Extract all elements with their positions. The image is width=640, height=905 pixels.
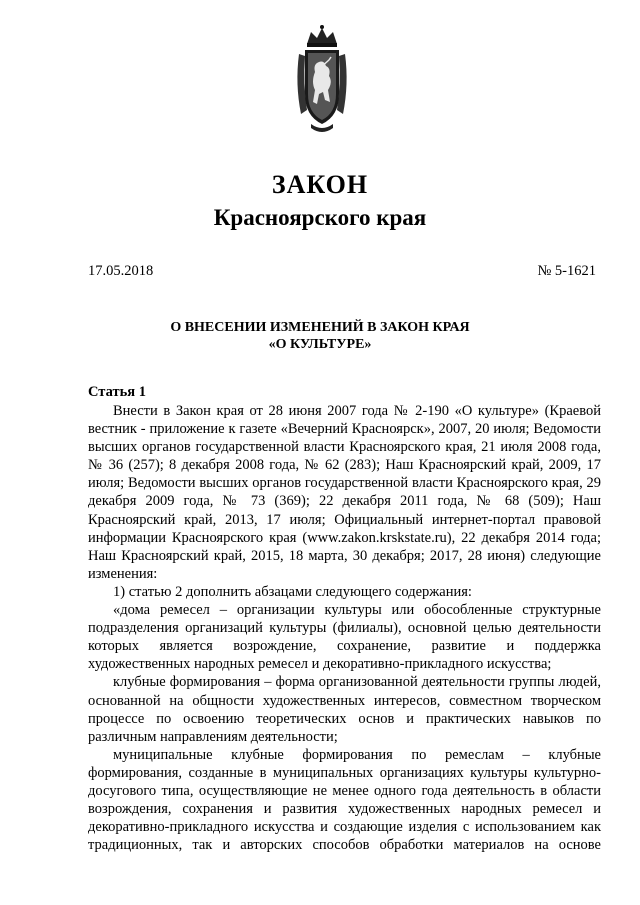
paragraph-item-1: 1) статью 2 дополнить абзацами следующего содержания: <box>113 583 472 600</box>
article-body <box>88 402 601 854</box>
law-subject-line-2: «О КУЛЬТУРЕ» <box>268 337 372 352</box>
paragraph-municipal-club-formations: муниципальные клубные формирования по ремеслам – клубные формирования, созданные в муниципальных организациях культуры культурно-досугового типа, осуществляющие не менее одного года деятельность в области возрождения, сохранения и развития художественных народных ремесел и декоративно-прикладного искусства и создающие изделия с использованием как традиционных, так и авторских способов обработки материалов на основе <box>88 746 601 854</box>
paragraph-crafts-houses: «дома ремесел – организации культуры или обособленные структурные подразделения организаций культуры (филиалы), основной целью деятельности которых является возрождение, сохранение, развитие и поддержка художественных народных ремесел и декоративно-прикладного искусства; <box>88 602 601 673</box>
article-heading: Статья 1 <box>88 384 146 400</box>
coat-of-arms-icon <box>293 24 351 136</box>
paragraph-intro: Внести в Закон края от 28 июня 2007 года № 2-190 «О культуре» (Краевой вестник - приложение к газете «Вечерний Красноярск», 2007, 20 июля; Ведомости высших органов государственной власти Красноярского края, 21 июля 2008 года, № 36 (257); 8 декабря 2008 года, № 62 (283); Наш Красноярский край, 2009, 17 июля; Ведомости высших органов государственной власти Красноярского края, 29 декабря 2009 года, № 73 (369); 22 декабря 2011 года, № 68 (509); Наш Красноярский край, 2013, 17 июля; Официальный интернет-портал правовой информации Красноярского края (www.zakon.krskstate.ru), 22 декабря 2014 года; Наш Красноярский край, 2015, 18 марта, 30 декабря; 2017, 28 июня) следующие изменения: <box>88 403 601 582</box>
law-subtitle: Красноярского края <box>213 205 427 230</box>
law-number: № 5-1621 <box>537 263 596 279</box>
law-date: 17.05.2018 <box>88 263 154 279</box>
law-subject-line-1: О ВНЕСЕНИИ ИЗМЕНЕНИЙ В ЗАКОН КРАЯ <box>170 320 470 335</box>
law-title: ЗАКОН <box>271 170 369 199</box>
paragraph-club-formations: клубные формирования – форма организованной деятельности группы людей, основанной на общности художественных интересов, совместном творческом процессе по освоению теоретических основ и практических навыков по различным направлениям деятельности; <box>88 674 601 745</box>
